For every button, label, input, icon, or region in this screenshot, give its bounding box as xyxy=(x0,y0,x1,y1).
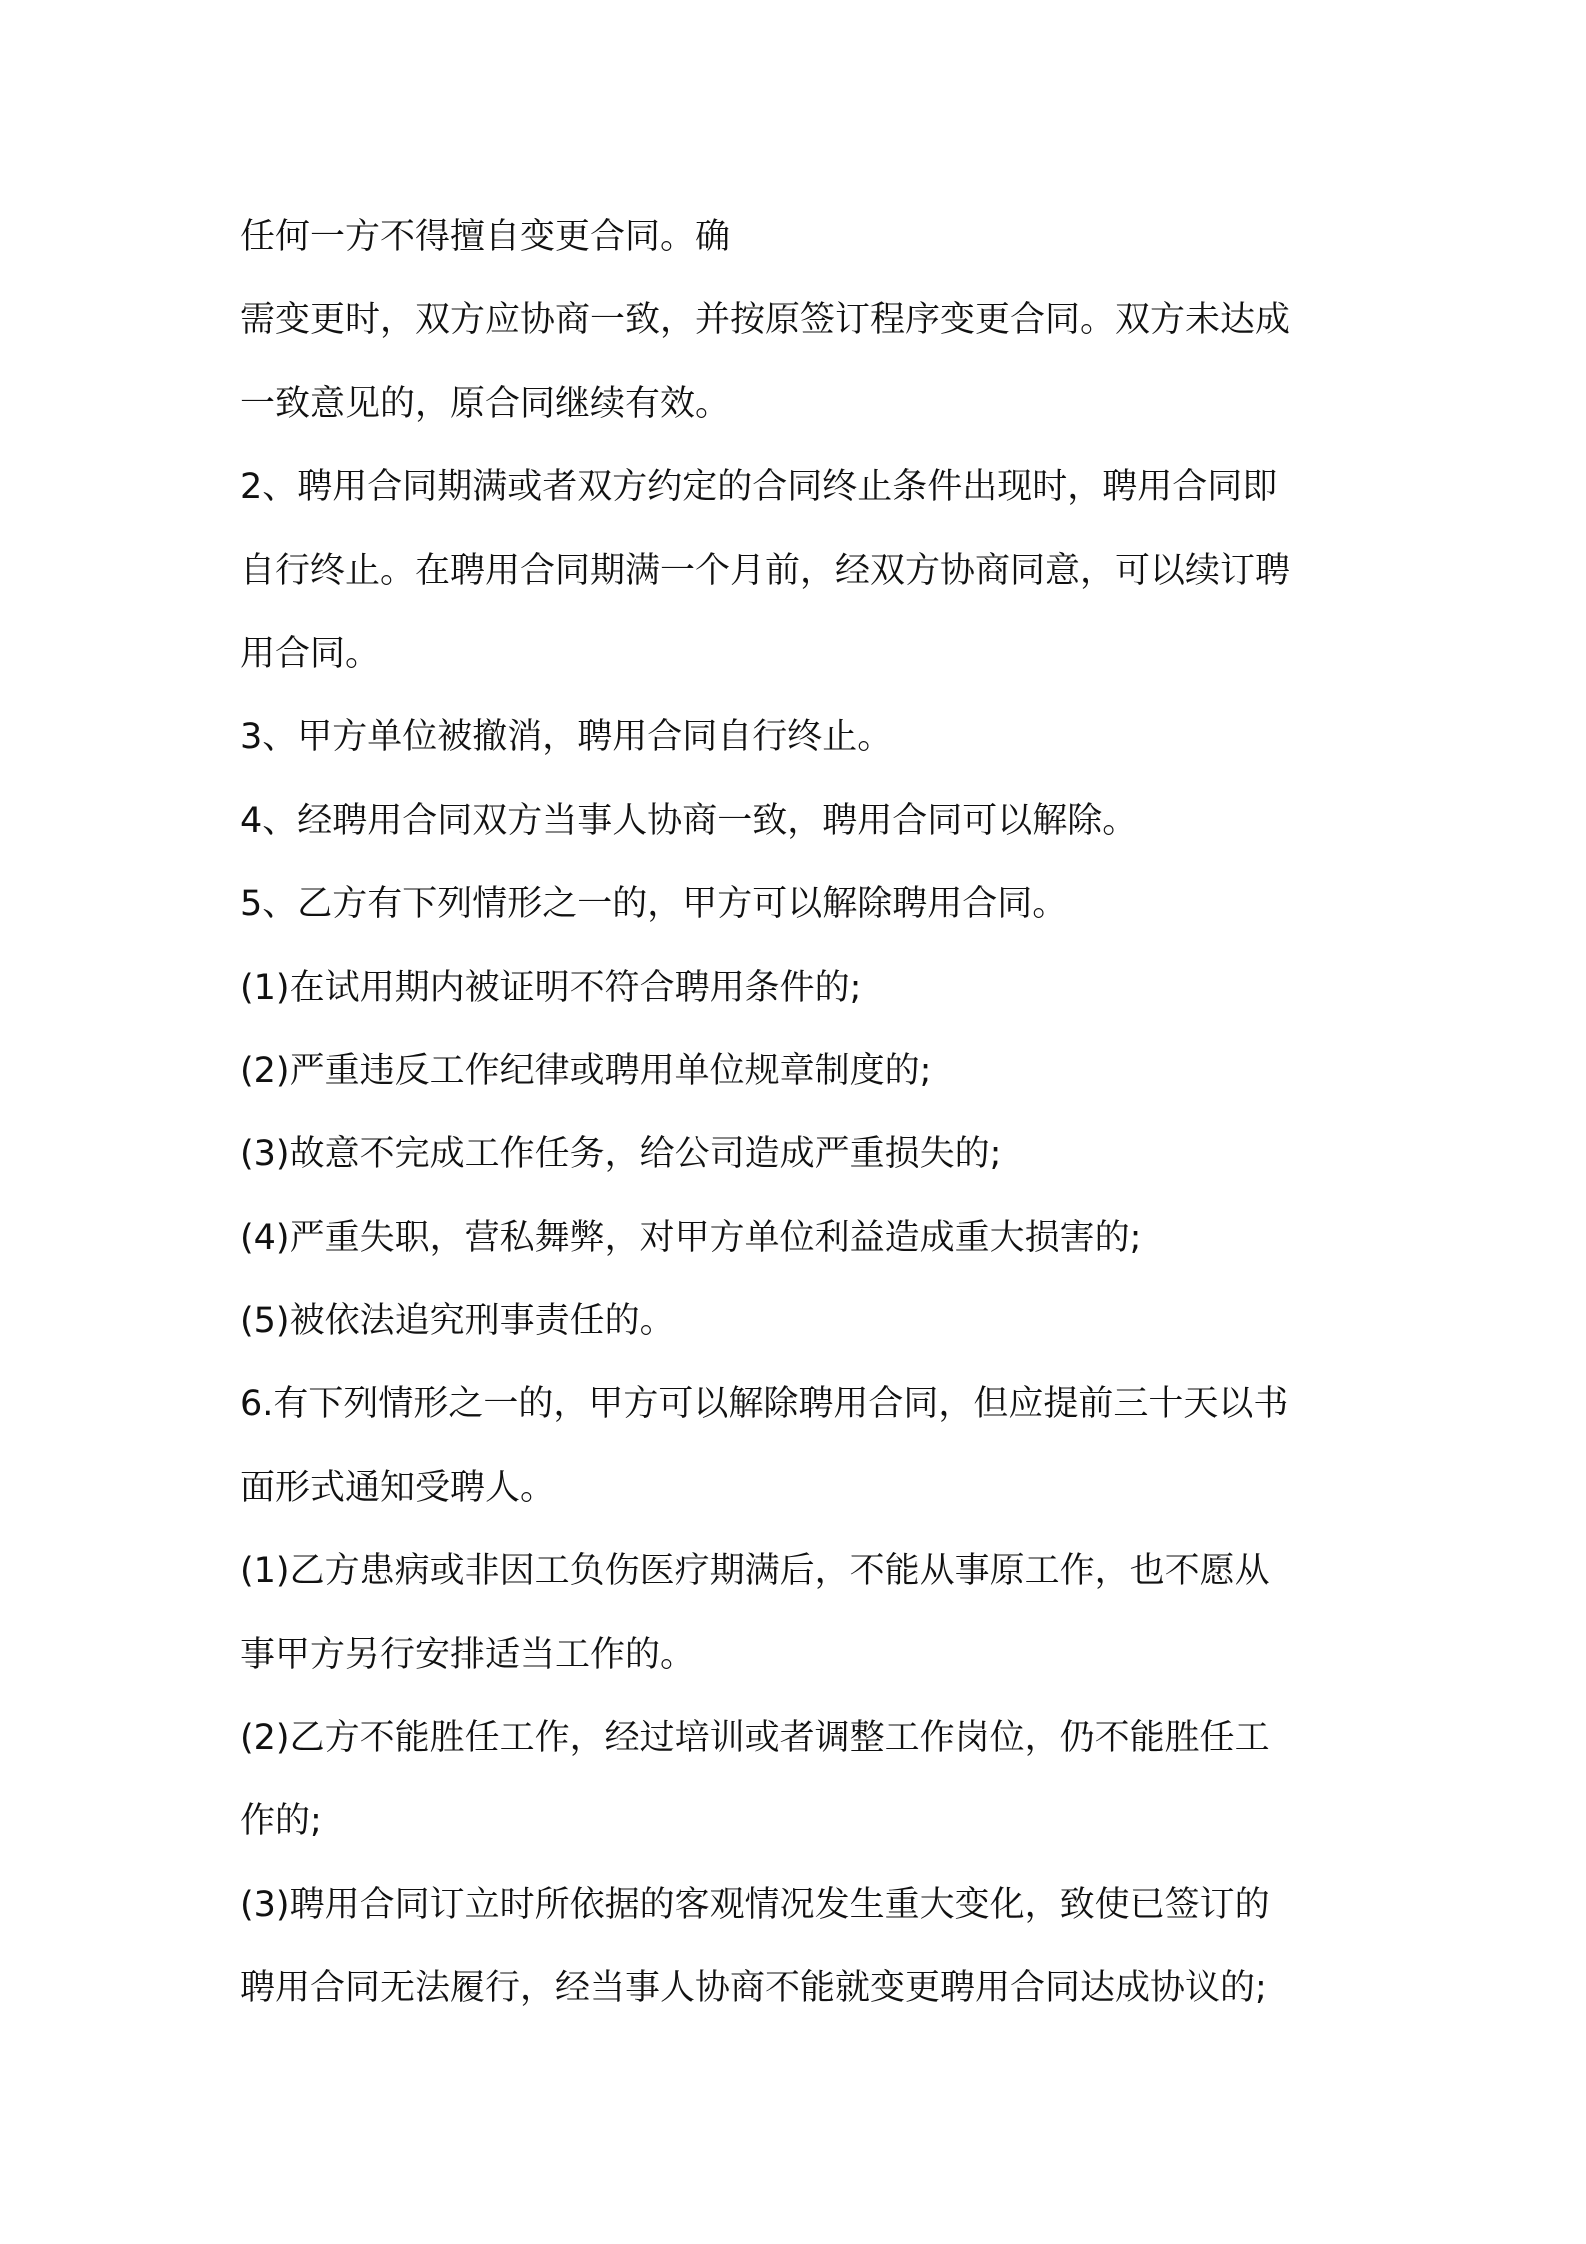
clause-3-line: 3、甲方单位被撤消，聘用合同自行终止。 xyxy=(240,717,893,758)
text-line: 一致意见的，原合同继续有效。 xyxy=(240,383,731,424)
clause-4-line: 4、经聘用合同双方当事人协商一致，聘用合同可以解除。 xyxy=(240,800,1138,841)
clause-2-line: 自行终止。在聘用合同期满一个月前，经双方协商同意，可以续订聘 xyxy=(240,550,1291,591)
clause-5-item-2: (2)严重违反工作纪律或聘用单位规章制度的; xyxy=(240,1050,932,1091)
clause-2-line: 用合同。 xyxy=(240,633,381,674)
clause-6-line: 6.有下列情形之一的，甲方可以解除聘用合同，但应提前三十天以书 xyxy=(240,1384,1289,1425)
clause-2-line: 2、聘用合同期满或者双方约定的合同终止条件出现时，聘用合同即 xyxy=(240,467,1278,508)
clause-5-item-5: (5)被依法追究刑事责任的。 xyxy=(240,1301,675,1342)
text-line: 任何一方不得擅自变更合同。确 xyxy=(240,217,731,257)
clause-5-line: 5、乙方有下列情形之一的，甲方可以解除聘用合同。 xyxy=(240,884,1068,925)
contract-text-body xyxy=(240,196,1370,2031)
clause-6-item-1: (1)乙方患病或非因工负伤医疗期满后，不能从事原工作，也不愿从 xyxy=(240,1551,1270,1592)
clause-6-item-1: 事甲方另行安排适当工作的。 xyxy=(240,1634,696,1675)
clause-5-item-3: (3)故意不完成工作任务，给公司造成严重损失的; xyxy=(240,1134,1002,1175)
clause-6-item-3: (3)聘用合同订立时所依据的客观情况发生重大变化，致使已签订的 xyxy=(240,1884,1270,1925)
clause-5-item-1: (1)在试用期内被证明不符合聘用条件的; xyxy=(240,967,862,1008)
clause-6-line: 面形式通知受聘人。 xyxy=(240,1467,556,1508)
clause-6-item-3: 聘用合同无法履行，经当事人协商不能就变更聘用合同达成协议的; xyxy=(240,1968,1267,2009)
clause-5-item-4: (4)严重失职，营私舞弊，对甲方单位利益造成重大损害的; xyxy=(240,1217,1142,1258)
clause-6-item-2: 作的; xyxy=(240,1801,322,1842)
text-line: 需变更时，双方应协商一致，并按原签订程序变更合同。双方未达成 xyxy=(240,300,1291,341)
clause-6-item-2: (2)乙方不能胜任工作，经过培训或者调整工作岗位，仍不能胜任工 xyxy=(240,1718,1270,1759)
